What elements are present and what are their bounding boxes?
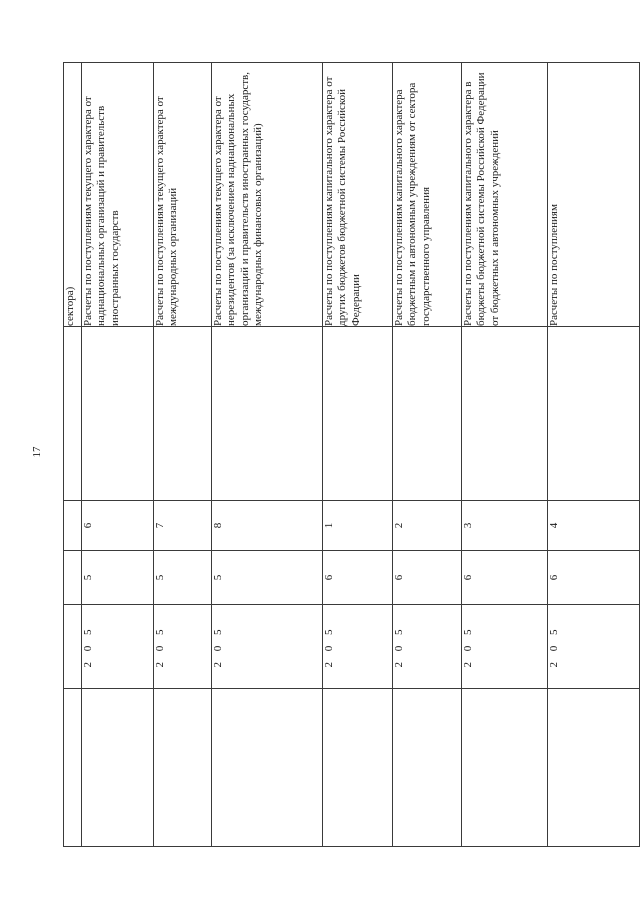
digit-a: 6 <box>462 574 474 581</box>
digit-a: 6 <box>393 574 405 581</box>
account-code: 2 0 5 <box>548 625 560 668</box>
table-row <box>548 63 640 847</box>
account-code: 2 0 5 <box>462 625 474 668</box>
description-text: Расчеты по поступлениям текущего характера от наднациональных организаций и правительств иностранных государств <box>82 96 121 326</box>
description-text: Расчеты по поступлениям капитального характера от других бюджетов бюджетной системы Российской Федерации <box>323 76 362 326</box>
digit-b: 1 <box>323 522 335 529</box>
table-row <box>393 63 462 847</box>
digit-b: 3 <box>462 522 474 529</box>
account-codes-table <box>63 62 640 847</box>
page-number: 17 <box>31 446 43 458</box>
digit-b: 2 <box>393 522 405 529</box>
account-code: 2 0 5 <box>393 625 405 668</box>
description-text: сектора) <box>64 286 76 326</box>
desc-cell <box>64 63 82 327</box>
table-row <box>212 63 323 847</box>
account-code: 2 0 5 <box>154 625 166 668</box>
table-row <box>323 63 393 847</box>
digit-a: 6 <box>323 574 335 581</box>
account-code: 2 0 5 <box>82 625 94 668</box>
description-text: Расчеты по поступлениям <box>548 204 560 326</box>
table-row <box>64 63 82 847</box>
description-text: Расчеты по поступлениям капитального характера бюджетным и автономным учреждениям от сектора государственного управления <box>393 82 432 326</box>
description-text: Расчеты по поступлениям текущего характера от международных организаций <box>154 96 180 326</box>
account-code: 2 0 5 <box>212 625 224 668</box>
description-text: Расчеты по поступлениям капитального характера в бюджеты бюджетной системы Российской Федерации от бюджетных и автономных учреждений <box>462 72 501 326</box>
digit-b: 7 <box>154 522 166 529</box>
table-row <box>154 63 212 847</box>
digit-a: 6 <box>548 574 560 581</box>
digit-b: 8 <box>212 522 224 529</box>
rotated-table-container <box>63 63 639 847</box>
description-text: Расчеты по поступлениям текущего характера от нерезидентов (за исключением наднациональных организаций и правительств иностранных государств, международных финансовых организаций) <box>212 72 265 326</box>
digit-b: 4 <box>548 522 560 529</box>
digit-b: 6 <box>82 522 94 529</box>
table-row <box>462 63 548 847</box>
digit-a: 5 <box>154 574 166 581</box>
digit-a: 5 <box>82 574 94 581</box>
digit-a: 5 <box>212 574 224 581</box>
table-row <box>82 63 154 847</box>
account-code: 2 0 5 <box>323 625 335 668</box>
